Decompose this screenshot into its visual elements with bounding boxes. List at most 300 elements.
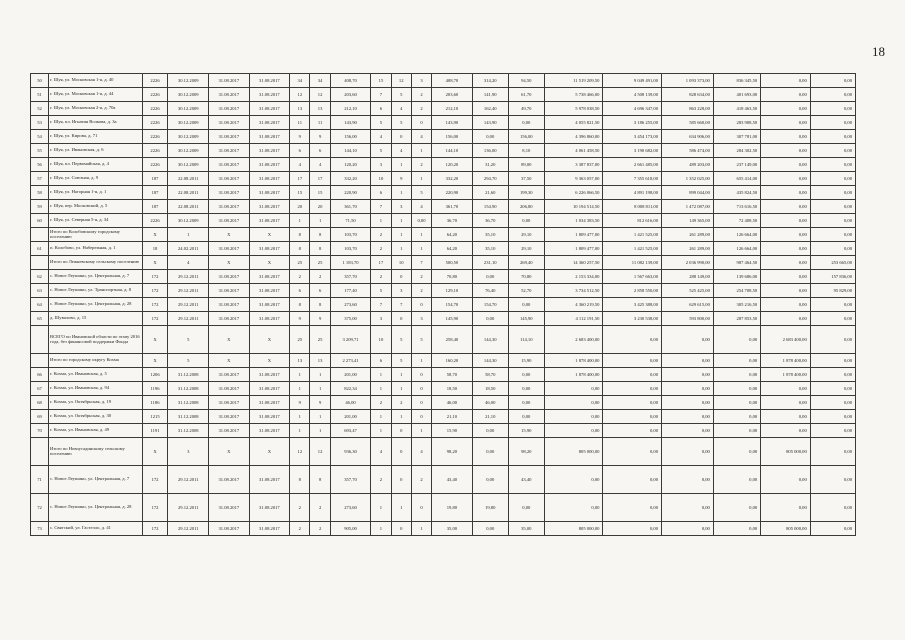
row-number-cell: 60 — [31, 214, 49, 228]
value-cell: 9 363 057,00 — [544, 172, 603, 186]
value-cell: 0,00 — [761, 214, 811, 228]
value-cell: 1 — [411, 354, 431, 368]
address-cell: г. Шуя, ул. Московская 1-я, д. 40 — [49, 74, 143, 88]
row-number-cell: 56 — [31, 158, 49, 172]
value-cell: 15 — [371, 74, 391, 88]
address-cell: г. Шуя, ул. Кирова, д. 71 — [49, 130, 143, 144]
value-cell: X — [249, 228, 290, 242]
value-cell: 307 781,00 — [713, 130, 760, 144]
value-cell: 172 — [142, 298, 168, 312]
value-cell: 3 425 388,00 — [603, 298, 662, 312]
value-cell: 0,00 — [761, 130, 811, 144]
value-cell: 20 — [290, 200, 310, 214]
value-cell: 12 — [290, 438, 310, 466]
value-cell: 12 — [310, 88, 330, 102]
value-cell: 2 — [371, 270, 391, 284]
value-cell: 126 664,00 — [713, 242, 760, 256]
value-cell: 58,70 — [472, 368, 508, 382]
value-cell: 160,20 — [432, 354, 473, 368]
value-cell: 13 — [290, 102, 310, 116]
value-cell: 31.08.2017 — [209, 214, 250, 228]
value-cell: 201,00 — [330, 368, 371, 382]
table-body — [31, 74, 856, 536]
value-cell: 31.12.2008 — [168, 424, 209, 438]
value-cell: 29.12.2011 — [168, 284, 209, 298]
address-cell: г. Шуя, пер. Московский, д. 5 — [49, 200, 143, 214]
value-cell: X — [249, 438, 290, 466]
value-cell: 31.08.2017 — [249, 270, 290, 284]
value-cell: 9 049 491,00 — [603, 74, 662, 88]
value-cell: 828 634,00 — [662, 88, 714, 102]
value-cell: 10 — [371, 172, 391, 186]
value-cell: 31.08.2017 — [249, 466, 290, 494]
value-cell: 0,00 — [810, 186, 855, 200]
value-cell: X — [142, 438, 168, 466]
address-cell: г. Кохма, ул. Октябрьская, д. 30 — [49, 410, 143, 424]
value-cell: 0,00 — [761, 158, 811, 172]
value-cell: 6 226 066,50 — [544, 186, 603, 200]
address-cell: г. Кохма, ул. Ивановская, д. 5 — [49, 368, 143, 382]
value-cell: 0,00 — [810, 74, 855, 88]
value-cell: 34 — [310, 74, 330, 88]
value-cell: 0,00 — [472, 312, 508, 326]
value-cell: 0,00 — [761, 382, 811, 396]
row-number-cell: 59 — [31, 200, 49, 214]
value-cell: 6 — [371, 186, 391, 200]
value-cell: 154,70 — [432, 298, 473, 312]
address-cell: Итого по городскому округу Кохма — [49, 354, 143, 368]
value-cell: 1 — [411, 522, 431, 536]
row-number-cell: 63 — [31, 284, 49, 298]
value-cell: 2 — [371, 466, 391, 494]
value-cell: 4 — [168, 256, 209, 270]
value-cell: 0,00 — [810, 144, 855, 158]
value-cell: 0,00 — [662, 382, 714, 396]
row-number-cell: 54 — [31, 130, 49, 144]
table-row — [31, 396, 856, 410]
value-cell: 0,00 — [544, 410, 603, 424]
value-cell: 0,00 — [810, 102, 855, 116]
value-cell: 31.08.2017 — [249, 74, 290, 88]
address-cell: Итого по Новоусадинскому сельскому поселению — [49, 438, 143, 466]
value-cell: 12 — [290, 88, 310, 102]
value-cell: 1 — [411, 424, 431, 438]
value-cell: 9 — [391, 172, 411, 186]
value-cell: 0,00 — [810, 312, 855, 326]
table-row — [31, 354, 856, 368]
value-cell: 0,00 — [472, 466, 508, 494]
value-cell: 31.08.2017 — [209, 158, 250, 172]
value-cell: 29.12.2011 — [168, 522, 209, 536]
address-cell: г. Шуя, ул. Московская 2-я, д. 70а — [49, 102, 143, 116]
value-cell: X — [209, 256, 250, 270]
address-cell: д. Шувалово, д. 15 — [49, 312, 143, 326]
value-cell: X — [142, 228, 168, 242]
value-cell: 149 365,00 — [662, 214, 714, 228]
value-cell: 30.12.2009 — [168, 214, 209, 228]
value-cell: 31.08.2017 — [209, 270, 250, 284]
value-cell: 31.08.2017 — [209, 74, 250, 88]
value-cell: 5 — [168, 354, 209, 368]
value-cell: 0,00 — [761, 298, 811, 312]
value-cell: 187 — [142, 200, 168, 214]
value-cell: 0,00 — [761, 116, 811, 130]
row-number-cell: 71 — [31, 466, 49, 494]
table-row — [31, 410, 856, 424]
address-cell: г. Шуя, ул. Ивановская, д. 6 — [49, 144, 143, 158]
value-cell: 231,10 — [472, 256, 508, 270]
value-cell: 0,00 — [603, 368, 662, 382]
value-cell: 31.08.2017 — [249, 494, 290, 522]
value-cell: 4 — [411, 130, 431, 144]
value-cell: 31.08.2017 — [209, 424, 250, 438]
value-cell: 70,80 — [432, 270, 473, 284]
value-cell: 0,00 — [761, 102, 811, 116]
value-cell: 0,00 — [713, 466, 760, 494]
value-cell: 1 — [310, 410, 330, 424]
row-number-cell: 69 — [31, 410, 49, 424]
value-cell: 31.08.2017 — [209, 284, 250, 298]
value-cell: 2 — [310, 494, 330, 522]
value-cell: 1 — [290, 382, 310, 396]
value-cell: 629 615,00 — [662, 298, 714, 312]
value-cell: 586 474,00 — [662, 144, 714, 158]
table-row — [31, 270, 856, 284]
value-cell: 269,40 — [508, 256, 544, 270]
value-cell: 361,70 — [432, 200, 473, 214]
value-cell: 114,10 — [508, 326, 544, 354]
value-cell: 0,00 — [810, 354, 855, 368]
value-cell: 2 — [371, 242, 391, 256]
value-cell: 19,80 — [472, 494, 508, 522]
value-cell: 31.08.2017 — [209, 494, 250, 522]
value-cell: 144,10 — [330, 144, 371, 158]
value-cell: 31.08.2017 — [209, 102, 250, 116]
value-cell: 0,00 — [713, 396, 760, 410]
value-cell: 1 809 477,00 — [544, 242, 603, 256]
value-cell: 15,90 — [432, 424, 473, 438]
value-cell: 0 — [391, 424, 411, 438]
table-row — [31, 438, 856, 466]
value-cell: 2 036 990,00 — [662, 256, 714, 270]
value-cell: 4 — [371, 130, 391, 144]
value-cell: 0 — [391, 522, 411, 536]
table-row — [31, 368, 856, 382]
row-number-cell: 70 — [31, 424, 49, 438]
value-cell: 0,00 — [508, 382, 544, 396]
value-cell: 0 — [391, 438, 411, 466]
address-cell: Итого по Лежневскому сельскому поселению — [49, 256, 143, 270]
value-cell: 812 616,00 — [603, 214, 662, 228]
value-cell: 7 — [371, 298, 391, 312]
value-cell: 273,60 — [330, 494, 371, 522]
value-cell: 261 289,00 — [662, 242, 714, 256]
value-cell: 203,60 — [432, 88, 473, 102]
value-cell: 136,00 — [472, 144, 508, 158]
value-cell: 145,90 — [432, 312, 473, 326]
value-cell: 0,00 — [810, 172, 855, 186]
table-row — [31, 242, 856, 256]
value-cell: 10 — [391, 256, 411, 270]
value-cell: 0,00 — [544, 494, 603, 522]
value-cell: 10 194 514,50 — [544, 200, 603, 214]
value-cell: 0,00 — [508, 298, 544, 312]
value-cell: 25 — [310, 256, 330, 270]
value-cell: 0,00 — [761, 270, 811, 284]
value-cell: 156,00 — [432, 130, 473, 144]
row-number-cell — [31, 354, 49, 368]
table-row — [31, 158, 856, 172]
value-cell: 5 — [371, 116, 391, 130]
table-row — [31, 88, 856, 102]
value-cell: 0,00 — [603, 424, 662, 438]
value-cell: 2226 — [142, 102, 168, 116]
value-cell: 1 — [310, 424, 330, 438]
value-cell: 0,00 — [603, 466, 662, 494]
row-number-cell: 72 — [31, 494, 49, 522]
value-cell: 4 696 347,00 — [603, 102, 662, 116]
value-cell: 489 203,00 — [662, 158, 714, 172]
value-cell: 0,00 — [810, 424, 855, 438]
value-cell: 2 — [371, 396, 391, 410]
value-cell: 0,00 — [662, 494, 714, 522]
value-cell: 52,70 — [508, 284, 544, 298]
value-cell: X — [142, 326, 168, 354]
value-cell: 0,00 — [508, 116, 544, 130]
table-row — [31, 326, 856, 354]
value-cell: 0 — [391, 270, 411, 284]
value-cell: 5 738 466,00 — [544, 88, 603, 102]
value-cell: 253 665,00 — [810, 256, 855, 270]
value-cell: 0,00 — [662, 368, 714, 382]
value-cell: 2 661 485,00 — [603, 158, 662, 172]
value-cell: 15,90 — [508, 354, 544, 368]
value-cell: 0,00 — [761, 242, 811, 256]
value-cell: 0,00 — [761, 284, 811, 298]
value-cell: 0,00 — [810, 382, 855, 396]
value-cell: 1186 — [142, 396, 168, 410]
value-cell: 3 454 173,00 — [603, 130, 662, 144]
value-cell: 5 — [391, 354, 411, 368]
row-number-cell — [31, 326, 49, 354]
value-cell: 29,10 — [508, 242, 544, 256]
value-cell: 3 — [391, 200, 411, 214]
value-cell: 5 978 038,50 — [544, 102, 603, 116]
value-cell: 9 — [310, 396, 330, 410]
value-cell: 1 — [371, 410, 391, 424]
value-cell: 31.08.2017 — [209, 396, 250, 410]
value-cell: 2 153 334,00 — [544, 270, 603, 284]
address-cell: с. Новое Леушино, ул. Транспортная, д. 8 — [49, 284, 143, 298]
address-cell: г. Шуя, ул. Союзная, д. 9 — [49, 172, 143, 186]
value-cell: 0 — [411, 382, 431, 396]
value-cell: 187 — [142, 186, 168, 200]
value-cell: 1 — [371, 494, 391, 522]
value-cell: 0,00 — [810, 466, 855, 494]
address-cell: с. Новое Леушино, ул. Центральная, д. 28 — [49, 298, 143, 312]
address-cell: с. Новое Леушино, ул. Центральная, д. 28 — [49, 494, 143, 522]
value-cell: 0,00 — [713, 382, 760, 396]
value-cell: 98,20 — [508, 438, 544, 466]
value-cell: 31.08.2017 — [209, 242, 250, 256]
value-cell: 3 734 512,50 — [544, 284, 603, 298]
address-cell: Итого по Колобовскому городскому поселению — [49, 228, 143, 242]
value-cell: 154,90 — [472, 200, 508, 214]
value-cell: 0,00 — [544, 382, 603, 396]
value-cell: 29.12.2011 — [168, 494, 209, 522]
value-cell: 29.12.2011 — [168, 466, 209, 494]
value-cell: 2 273,41 — [330, 354, 371, 368]
value-cell: 220,90 — [330, 186, 371, 200]
value-cell: 261 289,00 — [662, 228, 714, 242]
value-cell: 31.08.2017 — [209, 522, 250, 536]
value-cell: 0,00 — [810, 368, 855, 382]
value-cell: 2226 — [142, 130, 168, 144]
value-cell: 141,90 — [472, 88, 508, 102]
value-cell: 0,00 — [544, 396, 603, 410]
value-cell: 70,80 — [508, 270, 544, 284]
value-cell: 1 — [391, 214, 411, 228]
value-cell: 4 — [391, 102, 411, 116]
value-cell: 212,10 — [432, 102, 473, 116]
value-cell: 1 — [411, 172, 431, 186]
value-cell: 31.08.2017 — [249, 144, 290, 158]
value-cell: 172 — [142, 522, 168, 536]
value-cell: 408,70 — [330, 74, 371, 88]
value-cell: 3 387 837,00 — [544, 158, 603, 172]
value-cell: 0,00 — [761, 74, 811, 88]
value-cell: 0,00 — [810, 438, 855, 466]
value-cell: 139 686,00 — [713, 270, 760, 284]
value-cell: 31.08.2017 — [249, 200, 290, 214]
value-cell: 1 352 025,00 — [662, 172, 714, 186]
value-cell: 1 — [391, 158, 411, 172]
value-cell: 1 421 525,00 — [603, 228, 662, 242]
value-cell: 2 — [411, 466, 431, 494]
table-row — [31, 382, 856, 396]
value-cell: 31.08.2017 — [209, 172, 250, 186]
table-row — [31, 256, 856, 270]
value-cell: 220,90 — [432, 186, 473, 200]
value-cell: 693,47 — [330, 424, 371, 438]
value-cell: 36,70 — [432, 214, 473, 228]
value-cell: 35,10 — [472, 228, 508, 242]
value-cell: 15,90 — [508, 424, 544, 438]
value-cell: 1 — [411, 228, 431, 242]
value-cell: 0,00 — [603, 382, 662, 396]
value-cell: 3 — [411, 312, 431, 326]
row-number-cell: 64 — [31, 298, 49, 312]
table-row — [31, 74, 856, 88]
value-cell: 0,00 — [810, 326, 855, 354]
value-cell: 18,50 — [432, 382, 473, 396]
value-cell: 525 425,00 — [662, 284, 714, 298]
value-cell: 0,00 — [713, 424, 760, 438]
value-cell: 418 463,50 — [713, 102, 760, 116]
value-cell: 357,70 — [330, 270, 371, 284]
value-cell: 157 836,00 — [810, 270, 855, 284]
value-cell: 30.12.2009 — [168, 74, 209, 88]
value-cell: 22.08.2011 — [168, 172, 209, 186]
value-cell: 4 061 458,50 — [544, 144, 603, 158]
value-cell: 31.08.2017 — [209, 410, 250, 424]
value-cell: 1215 — [142, 410, 168, 424]
value-cell: 0,00 — [472, 438, 508, 466]
value-cell: 1 — [411, 144, 431, 158]
page-number: 18 — [872, 44, 885, 59]
value-cell: 6 — [290, 144, 310, 158]
value-cell: 0,00 — [713, 410, 760, 424]
value-cell: 283 908,50 — [713, 116, 760, 130]
value-cell: 156,00 — [330, 130, 371, 144]
value-cell: 585 660,00 — [662, 116, 714, 130]
value-cell: 177,40 — [330, 284, 371, 298]
value-cell: 2 683 400,00 — [544, 326, 603, 354]
value-cell: 0,00 — [761, 494, 811, 522]
value-cell: 35,00 — [432, 522, 473, 536]
table-row — [31, 494, 856, 522]
value-cell: 31,20 — [472, 158, 508, 172]
value-cell: 0,00 — [810, 228, 855, 242]
value-cell: 1 878 400,00 — [544, 368, 603, 382]
value-cell: 0,00 — [662, 438, 714, 466]
value-cell: 258,40 — [432, 326, 473, 354]
table-row — [31, 298, 856, 312]
value-cell: 31.08.2017 — [209, 382, 250, 396]
value-cell: 172 — [142, 466, 168, 494]
value-cell: 0,00 — [662, 326, 714, 354]
value-cell: 0,00 — [662, 396, 714, 410]
value-cell: 0,00 — [603, 438, 662, 466]
value-cell: 0,00 — [603, 410, 662, 424]
value-cell: 0,00 — [761, 186, 811, 200]
value-cell: 4 396 860,00 — [544, 130, 603, 144]
value-cell: 143,90 — [330, 116, 371, 130]
address-cell: с. Святский, ул. Гастелло, д. 41 — [49, 522, 143, 536]
value-cell: 36,70 — [472, 214, 508, 228]
value-cell: 4 — [290, 158, 310, 172]
row-number-cell: 51 — [31, 88, 49, 102]
value-cell: 593 800,00 — [662, 312, 714, 326]
value-cell: 31.08.2017 — [249, 522, 290, 536]
value-cell: 0,00 — [761, 144, 811, 158]
value-cell: 103,70 — [330, 228, 371, 242]
row-number-cell: 53 — [31, 116, 49, 130]
row-number-cell: 57 — [31, 172, 49, 186]
value-cell: 46,00 — [330, 396, 371, 410]
value-cell: 7 — [371, 88, 391, 102]
table-row — [31, 522, 856, 536]
value-cell: 0,00 — [713, 368, 760, 382]
value-cell: 0,00 — [662, 424, 714, 438]
value-cell: 0 — [411, 494, 431, 522]
value-cell: 0,00 — [761, 88, 811, 102]
value-cell: 30.12.2009 — [168, 144, 209, 158]
value-cell: 15 — [310, 186, 330, 200]
value-cell: 1 — [290, 410, 310, 424]
value-cell: 0,00 — [810, 214, 855, 228]
value-cell: 187 — [142, 172, 168, 186]
value-cell: 8 — [310, 298, 330, 312]
value-cell: 805 000,00 — [544, 522, 603, 536]
value-cell: 0 — [411, 410, 431, 424]
value-cell: 72 408,50 — [713, 214, 760, 228]
value-cell: 0,00 — [761, 410, 811, 424]
value-cell: 332,20 — [432, 172, 473, 186]
value-cell: 805 000,00 — [761, 522, 811, 536]
value-cell: 357,70 — [330, 466, 371, 494]
value-cell: 31.08.2017 — [249, 102, 290, 116]
